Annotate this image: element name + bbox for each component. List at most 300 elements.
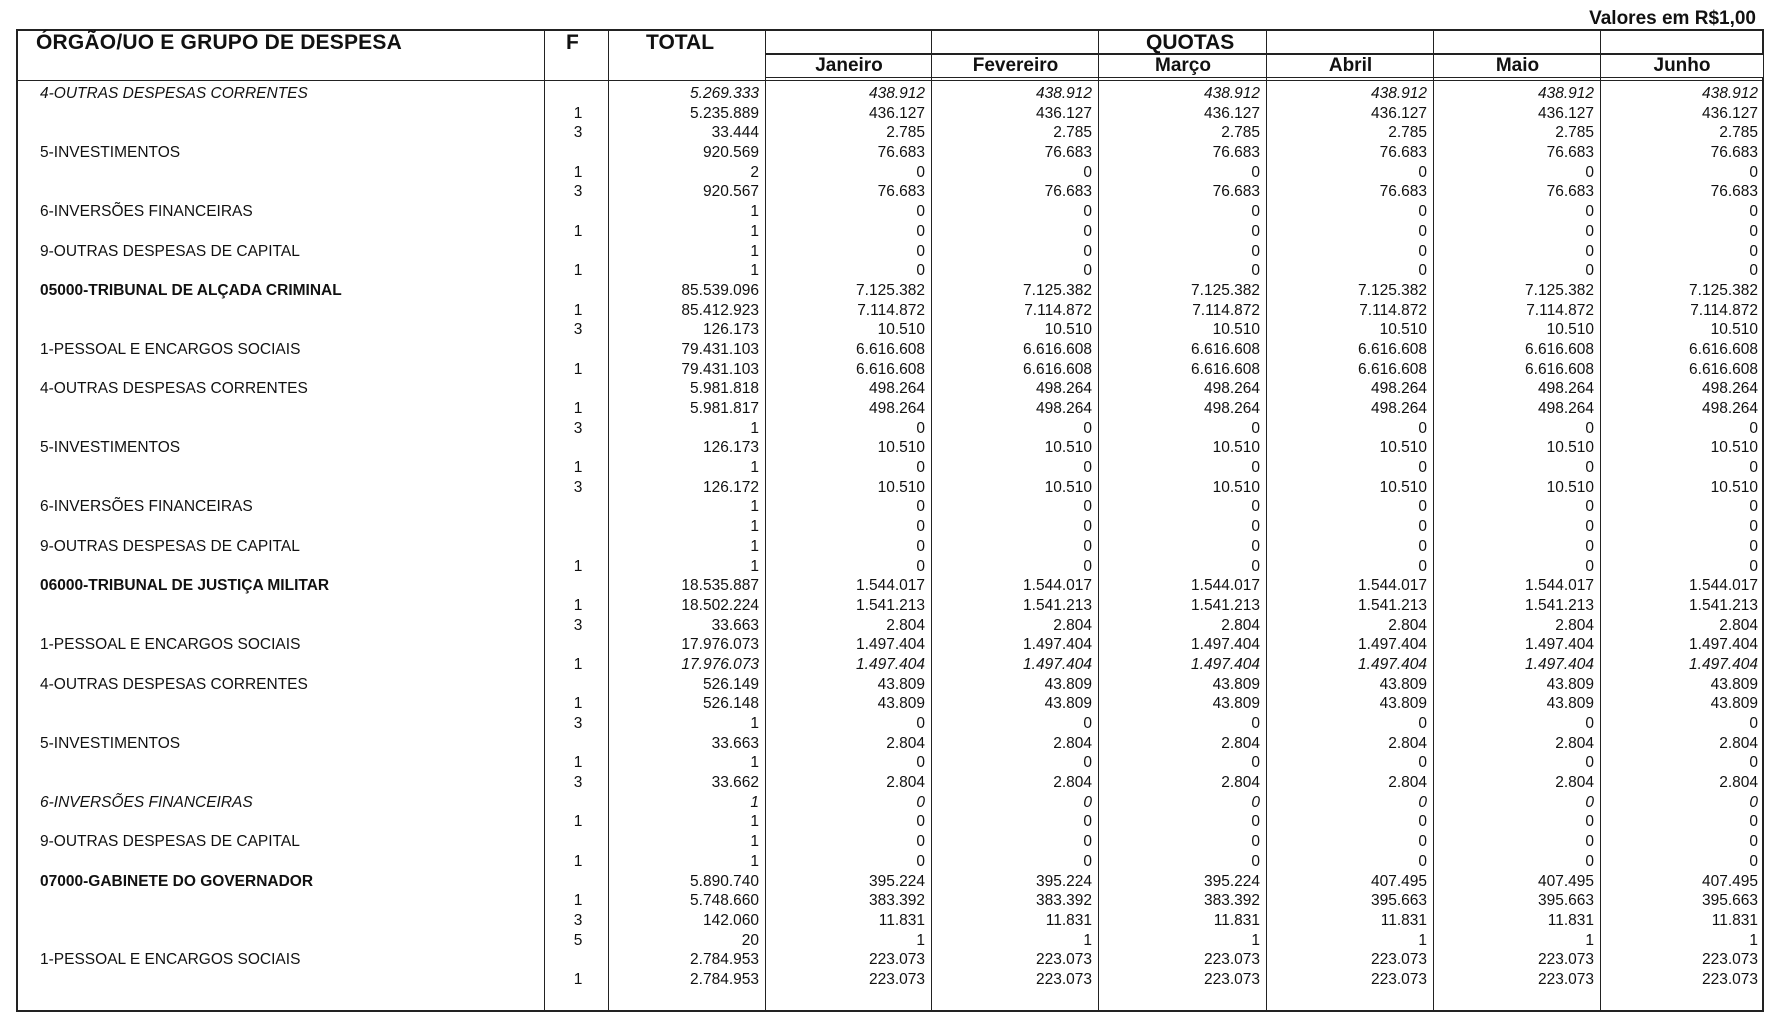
- row-total: 20: [741, 931, 759, 949]
- row-quota-abril: 0: [1418, 715, 1427, 732]
- header-month-fevereiro: Fevereiro: [931, 54, 1100, 78]
- row-quota-abril: 2.785: [1388, 124, 1427, 142]
- row-quota-fevereiro: 0: [1083, 419, 1092, 437]
- row-quota-abril: 1.544.017: [1358, 577, 1427, 595]
- row-quota-fevereiro: 76.683: [1044, 144, 1092, 162]
- row-fonte: 3: [573, 774, 583, 792]
- row-quota-abril: 76.683: [1379, 183, 1427, 201]
- table-row: [18, 616, 1762, 636]
- row-quota-marco: 0: [1251, 715, 1260, 732]
- row-total: 2.784.953: [690, 970, 759, 988]
- table-row: [18, 773, 1762, 793]
- row-quota-marco: 0: [1251, 262, 1260, 280]
- row-quota-abril: 438.912: [1370, 85, 1427, 102]
- row-quota-abril: 0: [1418, 537, 1427, 555]
- row-total: 1: [750, 518, 759, 536]
- row-total: 79.431.103: [681, 360, 759, 378]
- table-row: [18, 202, 1762, 222]
- row-label: 5-INVESTIMENTOS: [40, 734, 181, 752]
- table-row: [18, 911, 1762, 931]
- row-quota-fevereiro: 6.616.608: [1023, 340, 1092, 358]
- row-quota-maio: 223.073: [1537, 951, 1594, 969]
- row-fonte: 3: [573, 124, 583, 142]
- table-row: [18, 517, 1762, 537]
- row-quota-abril: 0: [1418, 242, 1427, 260]
- row-quota-fevereiro: 0: [1083, 163, 1092, 181]
- row-quota-janeiro: 7.114.872: [857, 301, 925, 319]
- row-label: 1-PESSOAL E ENCARGOS SOCIAIS: [40, 636, 301, 654]
- row-quota-junho: 0: [1749, 754, 1758, 772]
- row-quota-marco: 10.510: [1212, 321, 1260, 339]
- row-quota-fevereiro: 436.127: [1035, 104, 1092, 122]
- row-total: 2.784.953: [690, 951, 759, 969]
- row-quota-junho: 0: [1749, 537, 1758, 555]
- row-quota-junho: 2.804: [1719, 734, 1758, 752]
- row-quota-janeiro: 1.541.213: [856, 596, 925, 614]
- table-row: [18, 399, 1762, 419]
- row-quota-abril: 1.541.213: [1358, 596, 1427, 614]
- table-row: [18, 970, 1762, 990]
- row-fonte: 1: [573, 400, 583, 417]
- row-quota-marco: 2.804: [1221, 774, 1260, 792]
- row-quota-abril: 7.114.872: [1359, 301, 1427, 319]
- row-quota-junho: 0: [1749, 813, 1758, 831]
- row-quota-fevereiro: 76.683: [1044, 183, 1092, 201]
- row-fonte: 5: [573, 931, 583, 949]
- table-row: [18, 793, 1762, 813]
- row-label: 9-OUTRAS DESPESAS DE CAPITAL: [40, 242, 300, 260]
- row-quota-marco: 7.114.872: [1192, 301, 1260, 319]
- row-quota-marco: 1.497.404: [1191, 655, 1260, 673]
- row-quota-maio: 0: [1585, 715, 1594, 732]
- table-row: [18, 950, 1762, 970]
- row-quota-maio: 43.809: [1546, 695, 1594, 713]
- row-total: 526.148: [702, 695, 759, 713]
- row-quota-maio: 0: [1585, 203, 1594, 221]
- row-total: 1: [750, 715, 759, 732]
- table-row: [18, 655, 1762, 675]
- row-label: 06000-TRIBUNAL DE JUSTIÇA MILITAR: [40, 577, 330, 595]
- row-quota-fevereiro: 0: [1083, 203, 1092, 221]
- row-quota-abril: 10.510: [1379, 321, 1427, 339]
- row-total: 5.981.817: [690, 400, 759, 417]
- row-quota-fevereiro: 383.392: [1035, 892, 1092, 910]
- row-quota-fevereiro: 498.264: [1035, 400, 1092, 417]
- row-quota-marco: 395.224: [1203, 872, 1260, 890]
- row-total: 1: [750, 203, 759, 221]
- table-row: [18, 576, 1762, 596]
- row-quota-maio: 1.497.404: [1525, 655, 1594, 673]
- row-quota-marco: 7.125.382: [1191, 281, 1260, 299]
- row-quota-junho: 1.497.404: [1689, 636, 1758, 654]
- row-quota-fevereiro: 0: [1083, 813, 1092, 831]
- row-total: 85.412.923: [681, 301, 759, 319]
- row-total: 5.748.660: [690, 892, 759, 910]
- row-quota-fevereiro: 0: [1083, 498, 1092, 516]
- row-fonte: 1: [573, 596, 583, 614]
- row-total: 1: [750, 242, 759, 260]
- row-quota-janeiro: 10.510: [877, 439, 925, 457]
- row-quota-fevereiro: 0: [1083, 852, 1092, 870]
- row-total: 1: [750, 419, 759, 437]
- row-total: 33.444: [711, 124, 759, 142]
- table-row: [18, 123, 1762, 143]
- row-quota-janeiro: 0: [916, 419, 925, 437]
- row-label: 6-INVERSÕES FINANCEIRAS: [40, 203, 253, 221]
- row-quota-fevereiro: 0: [1083, 537, 1092, 555]
- row-quota-maio: 407.495: [1537, 872, 1594, 890]
- row-fonte: 3: [573, 715, 583, 732]
- row-quota-maio: 0: [1585, 557, 1594, 575]
- row-quota-junho: 0: [1749, 262, 1758, 280]
- row-fonte: 3: [573, 183, 583, 201]
- row-quota-junho: 498.264: [1701, 380, 1758, 398]
- row-quota-abril: 0: [1418, 203, 1427, 221]
- table-row: [18, 872, 1762, 892]
- row-fonte: 1: [573, 557, 583, 575]
- row-total: 5.981.818: [690, 380, 759, 398]
- row-label: 1-PESSOAL E ENCARGOS SOCIAIS: [40, 951, 301, 969]
- row-quota-junho: 0: [1749, 557, 1758, 575]
- row-quota-abril: 2.804: [1388, 734, 1427, 752]
- table-row: [18, 104, 1762, 124]
- row-quota-junho: 0: [1749, 222, 1758, 240]
- row-total: 5.890.740: [690, 872, 759, 890]
- row-quota-marco: 0: [1251, 557, 1260, 575]
- table-row: [18, 419, 1762, 439]
- row-quota-maio: 0: [1585, 498, 1594, 516]
- row-quota-janeiro: 2.804: [886, 774, 925, 792]
- row-quota-maio: 0: [1585, 419, 1594, 437]
- row-quota-junho: 0: [1749, 203, 1758, 221]
- row-quota-abril: 498.264: [1370, 400, 1427, 417]
- row-quota-maio: 0: [1585, 242, 1594, 260]
- row-quota-janeiro: 43.809: [877, 695, 925, 713]
- row-quota-marco: 10.510: [1212, 478, 1260, 496]
- row-quota-abril: 2.804: [1388, 774, 1427, 792]
- row-fonte: 3: [573, 419, 583, 437]
- row-quota-junho: 11.831: [1711, 911, 1758, 929]
- row-quota-fevereiro: 498.264: [1035, 380, 1092, 398]
- row-quota-maio: 0: [1585, 833, 1594, 851]
- row-quota-marco: 0: [1251, 833, 1260, 851]
- table-row: [18, 360, 1762, 380]
- row-quota-abril: 223.073: [1370, 951, 1427, 969]
- row-total: 18.502.224: [681, 596, 759, 614]
- row-quota-janeiro: 1.497.404: [856, 636, 925, 654]
- row-quota-marco: 498.264: [1203, 380, 1260, 398]
- row-quota-junho: 438.912: [1701, 85, 1758, 102]
- row-quota-maio: 395.663: [1537, 892, 1594, 910]
- table-row: [18, 734, 1762, 754]
- row-quota-abril: 0: [1418, 557, 1427, 575]
- row-quota-abril: 395.663: [1370, 892, 1427, 910]
- row-quota-junho: 0: [1749, 419, 1758, 437]
- table-row: [18, 832, 1762, 852]
- row-quota-maio: 10.510: [1546, 439, 1594, 457]
- row-quota-janeiro: 1: [916, 931, 925, 949]
- table-row: [18, 182, 1762, 202]
- table-row: [18, 478, 1762, 498]
- header-orgao: ÓRGÃO/UO E GRUPO DE DESPESA: [36, 31, 402, 54]
- row-quota-janeiro: 0: [916, 754, 925, 772]
- row-quota-junho: 76.683: [1710, 183, 1758, 201]
- row-total: 1: [750, 459, 759, 477]
- row-quota-marco: 223.073: [1203, 970, 1260, 988]
- row-quota-abril: 6.616.608: [1358, 340, 1427, 358]
- row-quota-fevereiro: 11.831: [1045, 911, 1092, 929]
- row-quota-maio: 0: [1585, 163, 1594, 181]
- row-fonte: 3: [573, 616, 583, 634]
- row-quota-fevereiro: 43.809: [1044, 695, 1092, 713]
- row-quota-marco: 383.392: [1203, 892, 1260, 910]
- row-quota-marco: 43.809: [1212, 695, 1260, 713]
- row-quota-marco: 2.785: [1221, 124, 1260, 142]
- row-label: 07000-GABINETE DO GOVERNADOR: [40, 872, 314, 890]
- row-label: 1-PESSOAL E ENCARGOS SOCIAIS: [40, 340, 301, 358]
- row-quota-marco: 11.831: [1213, 911, 1260, 929]
- row-quota-maio: 0: [1585, 852, 1594, 870]
- table-row: [18, 537, 1762, 557]
- row-quota-fevereiro: 223.073: [1035, 951, 1092, 969]
- row-quota-maio: 7.114.872: [1526, 301, 1594, 319]
- table-row: [18, 753, 1762, 773]
- row-quota-marco: 498.264: [1203, 400, 1260, 417]
- row-quota-maio: 498.264: [1537, 380, 1594, 398]
- row-quota-marco: 0: [1251, 498, 1260, 516]
- row-quota-janeiro: 0: [916, 518, 925, 536]
- row-quota-fevereiro: 2.785: [1053, 124, 1092, 142]
- row-quota-marco: 0: [1251, 242, 1260, 260]
- row-quota-junho: 6.616.608: [1689, 360, 1758, 378]
- table-row: [18, 852, 1762, 872]
- row-quota-marco: 0: [1251, 222, 1260, 240]
- row-total: 1: [750, 557, 759, 575]
- header-month-maio: Maio: [1433, 54, 1602, 78]
- row-quota-junho: 0: [1749, 715, 1758, 732]
- row-total: 526.149: [702, 675, 759, 693]
- row-quota-janeiro: 223.073: [868, 951, 925, 969]
- row-quota-marco: 0: [1251, 754, 1260, 772]
- row-quota-marco: 223.073: [1203, 951, 1260, 969]
- row-quota-fevereiro: 0: [1083, 715, 1092, 732]
- row-total: 126.173: [702, 439, 759, 457]
- table-row: [18, 340, 1762, 360]
- row-quota-marco: 0: [1251, 419, 1260, 437]
- row-total: 79.431.103: [681, 340, 759, 358]
- row-quota-abril: 0: [1418, 498, 1427, 516]
- row-quota-maio: 10.510: [1546, 478, 1594, 496]
- row-quota-fevereiro: 223.073: [1035, 970, 1092, 988]
- row-quota-abril: 0: [1418, 833, 1427, 851]
- row-quota-junho: 1.541.213: [1689, 596, 1758, 614]
- row-quota-janeiro: 0: [916, 262, 925, 280]
- row-quota-janeiro: 1.497.404: [856, 655, 925, 673]
- row-quota-marco: 0: [1251, 459, 1260, 477]
- row-quota-maio: 0: [1585, 793, 1594, 811]
- row-quota-abril: 0: [1418, 262, 1427, 280]
- row-quota-fevereiro: 0: [1083, 242, 1092, 260]
- row-quota-maio: 1: [1585, 931, 1594, 949]
- row-total: 5.235.889: [690, 104, 759, 122]
- table-row: [18, 931, 1762, 951]
- row-quota-marco: 0: [1251, 163, 1260, 181]
- table-row: [18, 596, 1762, 616]
- row-quota-fevereiro: 7.125.382: [1023, 281, 1092, 299]
- table-row: [18, 84, 1762, 104]
- row-quota-abril: 407.495: [1370, 872, 1427, 890]
- row-quota-junho: 0: [1749, 459, 1758, 477]
- row-quota-marco: 76.683: [1212, 144, 1260, 162]
- row-fonte: 1: [573, 301, 583, 319]
- row-quota-fevereiro: 6.616.608: [1023, 360, 1092, 378]
- row-quota-fevereiro: 1.541.213: [1023, 596, 1092, 614]
- table-row: [18, 675, 1762, 695]
- row-fonte: 1: [573, 459, 583, 477]
- table-row: [18, 458, 1762, 478]
- row-quota-marco: 10.510: [1212, 439, 1260, 457]
- row-quota-janeiro: 0: [916, 498, 925, 516]
- row-label: 9-OUTRAS DESPESAS DE CAPITAL: [40, 537, 300, 555]
- row-quota-junho: 7.125.382: [1689, 281, 1758, 299]
- row-label: 4-OUTRAS DESPESAS CORRENTES: [40, 85, 308, 102]
- row-quota-maio: 11.831: [1547, 911, 1594, 929]
- row-quota-janeiro: 2.804: [886, 734, 925, 752]
- row-quota-maio: 0: [1585, 537, 1594, 555]
- row-label: 6-INVERSÕES FINANCEIRAS: [40, 498, 253, 516]
- row-quota-maio: 2.785: [1555, 124, 1594, 142]
- header-f: F: [566, 31, 579, 54]
- table-row: [18, 379, 1762, 399]
- row-quota-junho: 436.127: [1701, 104, 1758, 122]
- row-quota-marco: 0: [1251, 813, 1260, 831]
- row-quota-maio: 2.804: [1555, 616, 1594, 634]
- table-row: [18, 320, 1762, 340]
- row-quota-junho: 7.114.872: [1690, 301, 1758, 319]
- row-total: 920.569: [702, 144, 759, 162]
- row-label: 6-INVERSÕES FINANCEIRAS: [40, 793, 253, 811]
- row-total: 85.539.096: [681, 281, 759, 299]
- row-quota-marco: 1.541.213: [1191, 596, 1260, 614]
- row-total: 920.567: [702, 183, 759, 201]
- row-quota-junho: 395.663: [1701, 892, 1758, 910]
- row-total: 1: [750, 793, 759, 811]
- header-month-junho: Junho: [1600, 54, 1764, 78]
- row-quota-abril: 498.264: [1370, 380, 1427, 398]
- row-quota-janeiro: 11.831: [878, 911, 925, 929]
- row-quota-junho: 0: [1749, 518, 1758, 536]
- row-quota-maio: 0: [1585, 813, 1594, 831]
- row-quota-junho: 1: [1749, 931, 1758, 949]
- row-quota-junho: 1.497.404: [1689, 655, 1758, 673]
- row-quota-fevereiro: 2.804: [1053, 774, 1092, 792]
- row-quota-janeiro: 7.125.382: [856, 281, 925, 299]
- row-quota-janeiro: 76.683: [877, 183, 925, 201]
- row-fonte: 1: [573, 163, 583, 181]
- row-quota-marco: 436.127: [1203, 104, 1260, 122]
- row-quota-janeiro: 0: [916, 557, 925, 575]
- row-quota-janeiro: 0: [916, 715, 925, 732]
- row-quota-fevereiro: 438.912: [1035, 85, 1092, 102]
- row-quota-fevereiro: 10.510: [1044, 439, 1092, 457]
- row-total: 33.663: [711, 734, 759, 752]
- row-quota-janeiro: 395.224: [868, 872, 925, 890]
- row-quota-fevereiro: 0: [1083, 754, 1092, 772]
- row-total: 126.172: [702, 478, 759, 496]
- row-total: 2: [750, 163, 759, 181]
- row-quota-maio: 6.616.608: [1525, 360, 1594, 378]
- row-quota-janeiro: 2.785: [886, 124, 925, 142]
- row-quota-maio: 6.616.608: [1525, 340, 1594, 358]
- row-quota-maio: 2.804: [1555, 774, 1594, 792]
- row-quota-abril: 10.510: [1379, 478, 1427, 496]
- row-quota-janeiro: 438.912: [868, 85, 925, 102]
- row-quota-abril: 0: [1418, 419, 1427, 437]
- table-row: [18, 438, 1762, 458]
- row-quota-junho: 0: [1749, 498, 1758, 516]
- row-quota-abril: 1.497.404: [1358, 655, 1427, 673]
- row-quota-fevereiro: 1.544.017: [1023, 577, 1092, 595]
- row-label: 5-INVESTIMENTOS: [40, 144, 181, 162]
- row-quota-abril: 223.073: [1370, 970, 1427, 988]
- row-label: 4-OUTRAS DESPESAS CORRENTES: [40, 675, 308, 693]
- row-quota-abril: 7.125.382: [1358, 281, 1427, 299]
- row-quota-abril: 1.497.404: [1358, 636, 1427, 654]
- row-quota-janeiro: 498.264: [868, 380, 925, 398]
- row-quota-junho: 0: [1749, 242, 1758, 260]
- row-quota-fevereiro: 0: [1083, 459, 1092, 477]
- row-quota-janeiro: 0: [916, 833, 925, 851]
- row-quota-junho: 407.495: [1701, 872, 1758, 890]
- table-row: [18, 281, 1762, 301]
- row-fonte: 1: [573, 754, 583, 772]
- row-quota-abril: 10.510: [1379, 439, 1427, 457]
- row-quota-junho: 2.785: [1719, 124, 1758, 142]
- row-total: 1: [750, 222, 759, 240]
- row-quota-maio: 436.127: [1537, 104, 1594, 122]
- row-quota-maio: 0: [1585, 262, 1594, 280]
- row-quota-maio: 1.541.213: [1525, 596, 1594, 614]
- row-quota-janeiro: 0: [916, 537, 925, 555]
- row-quota-fevereiro: 395.224: [1035, 872, 1092, 890]
- row-quota-abril: 0: [1418, 163, 1427, 181]
- row-quota-fevereiro: 10.510: [1044, 321, 1092, 339]
- table-row: [18, 635, 1762, 655]
- row-quota-maio: 0: [1585, 754, 1594, 772]
- row-quota-janeiro: 0: [916, 793, 925, 811]
- row-quota-junho: 1.544.017: [1689, 577, 1758, 595]
- row-total: 5.269.333: [690, 85, 759, 102]
- row-quota-janeiro: 6.616.608: [856, 360, 925, 378]
- row-quota-marco: 1.497.404: [1191, 636, 1260, 654]
- row-quota-fevereiro: 2.804: [1053, 616, 1092, 634]
- row-fonte: 3: [573, 321, 583, 339]
- budget-table: [16, 29, 1764, 1012]
- row-fonte: 3: [573, 478, 583, 496]
- row-quota-junho: 2.804: [1719, 774, 1758, 792]
- row-quota-maio: 76.683: [1546, 144, 1594, 162]
- row-quota-marco: 76.683: [1212, 183, 1260, 201]
- row-quota-junho: 10.510: [1710, 478, 1758, 496]
- row-quota-janeiro: 436.127: [868, 104, 925, 122]
- row-total: 1: [750, 833, 759, 851]
- row-quota-fevereiro: 43.809: [1044, 675, 1092, 693]
- row-fonte: 1: [573, 104, 583, 122]
- row-quota-junho: 498.264: [1701, 400, 1758, 417]
- row-quota-junho: 6.616.608: [1689, 340, 1758, 358]
- row-quota-abril: 0: [1418, 813, 1427, 831]
- table-row: [18, 163, 1762, 183]
